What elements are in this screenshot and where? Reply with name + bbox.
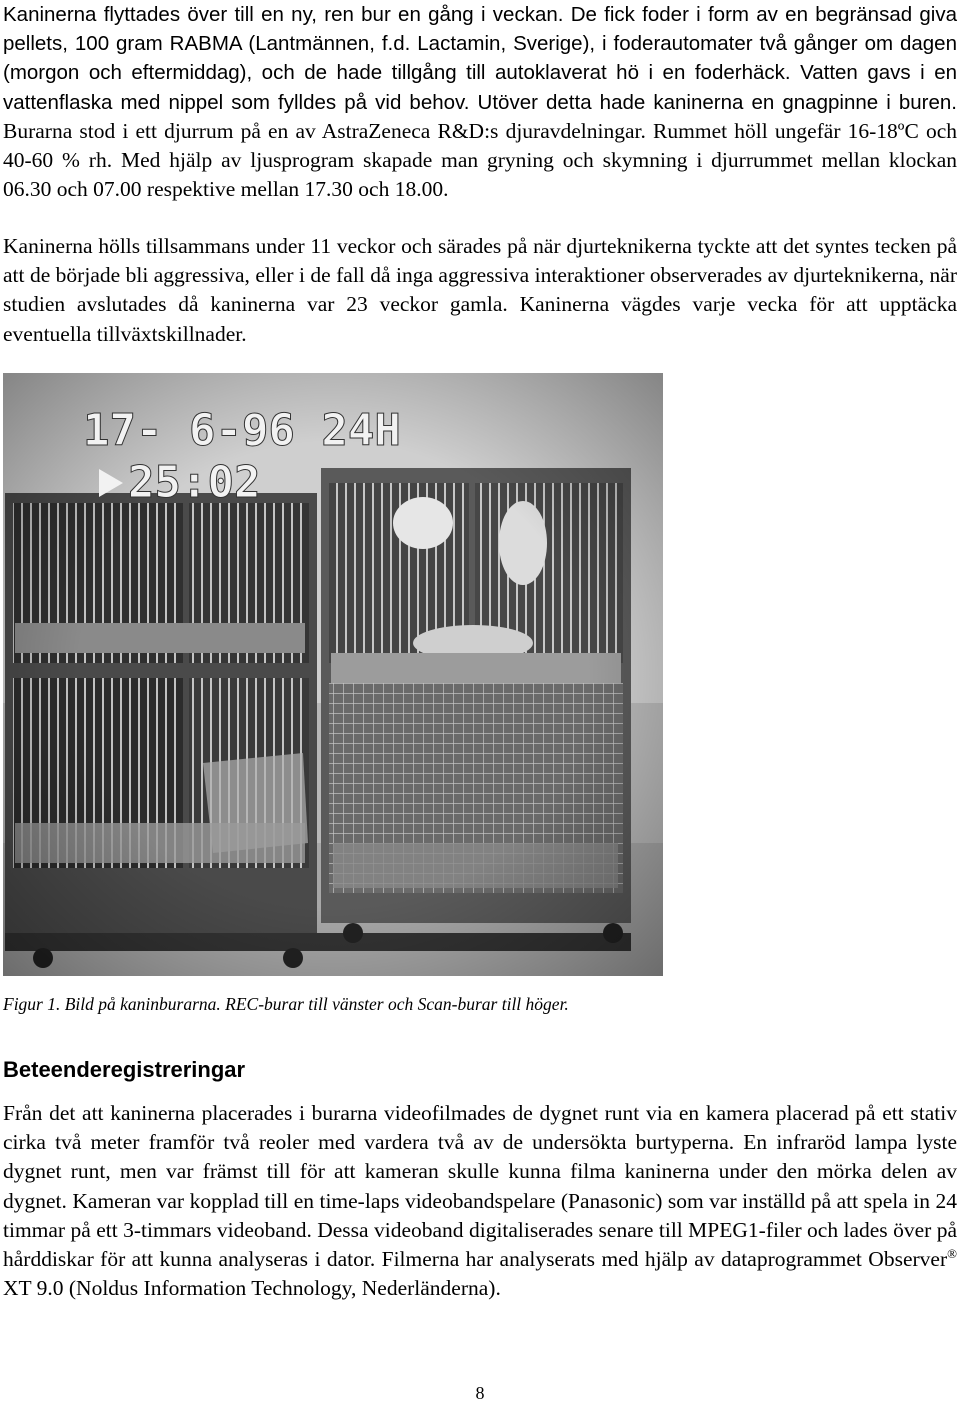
figure-cage-photo <box>3 373 663 976</box>
paragraph-video-recording <box>3 1099 957 1303</box>
paragraph-video-tail: XT 9.0 (Noldus Information Technology, Nederländerna). <box>3 1276 501 1301</box>
paragraph-housing-sans-text: Kaninerna flyttades över till en ny, ren bur en gång i veckan. De fick foder i form av en begränsad giva pellets, 100 gram RABMA (Lantmännen, f.d. Lactamin, Sverige), i foderautomater två gånger om dagen (morgon och eftermiddag), och de hade tillgång till autoklaverat hö i en foderhäck. Vatten gavs i en vattenflaska med nippel som fylldes på vid behov. Utöver detta hade kaninerna en gnagpinne i buren. <box>3 3 957 114</box>
paragraph-housing-serif-text: Burarna stod i ett djurrum på en av AstraZeneca R&D:s djuravdelningar. Rummet höll ungefär 16-18ºC och 40-60 % rh. Med hjälp av ljusprogram skapade man gryning och skymning i djurrummet mellan klockan 06.30 och 07.00 respektive mellan 17.30 och 18.00. <box>3 118 957 202</box>
cage-photo-illustration <box>3 373 663 976</box>
paragraph-housing <box>3 0 957 204</box>
registered-mark: ® <box>947 1245 957 1261</box>
section-heading: Beteenderegistreringar <box>3 1057 246 1082</box>
video-time-stamp: 25:02 <box>128 457 261 508</box>
paragraph-video-text: Från det att kaninerna placerades i burarna videofilmades de dygnet runt via en kamera placerad på ett stativ cirka två meter framför två reoler med vardera två av de undersökta burtyperna. En infraröd lampa lyste dygnet runt, men var främst till för att kameran skulle kunna filma kaninerna under den mörka delen av dygnet. Kameran var kopplad till en time-laps videobandspelare (Panasonic) som var inställd på att spela in 24 timmar på ett 3-timmars videoband. Dessa videoband digitaliserades senare till MPEG1-filer och lades över på hårddiskar för att kunna analyseras i dator. Filmerna har analyserats med hjälp av dataprogrammet Observer <box>3 1101 957 1272</box>
figure-caption: Figur 1. Bild på kaninburarna. REC-burar till vänster och Scan-burar till höger. <box>3 994 569 1014</box>
page-number: 8 <box>475 1383 485 1403</box>
video-date-stamp: 17- 6-96 24H <box>83 405 401 456</box>
paragraph-grouping: Kaninerna hölls tillsammans under 11 veckor och särades på när djurteknikerna tyckte att det syntes tecken på att de började bli aggressiva, eller i de fall då inga aggressiva interaktioner observerades av djurteknikerna, när studien avslutades då kaninerna var 23 veckor gamla. Kaninerna vägdes varje vecka för att upptäcka eventuella tillväxtskillnader. <box>3 234 957 346</box>
